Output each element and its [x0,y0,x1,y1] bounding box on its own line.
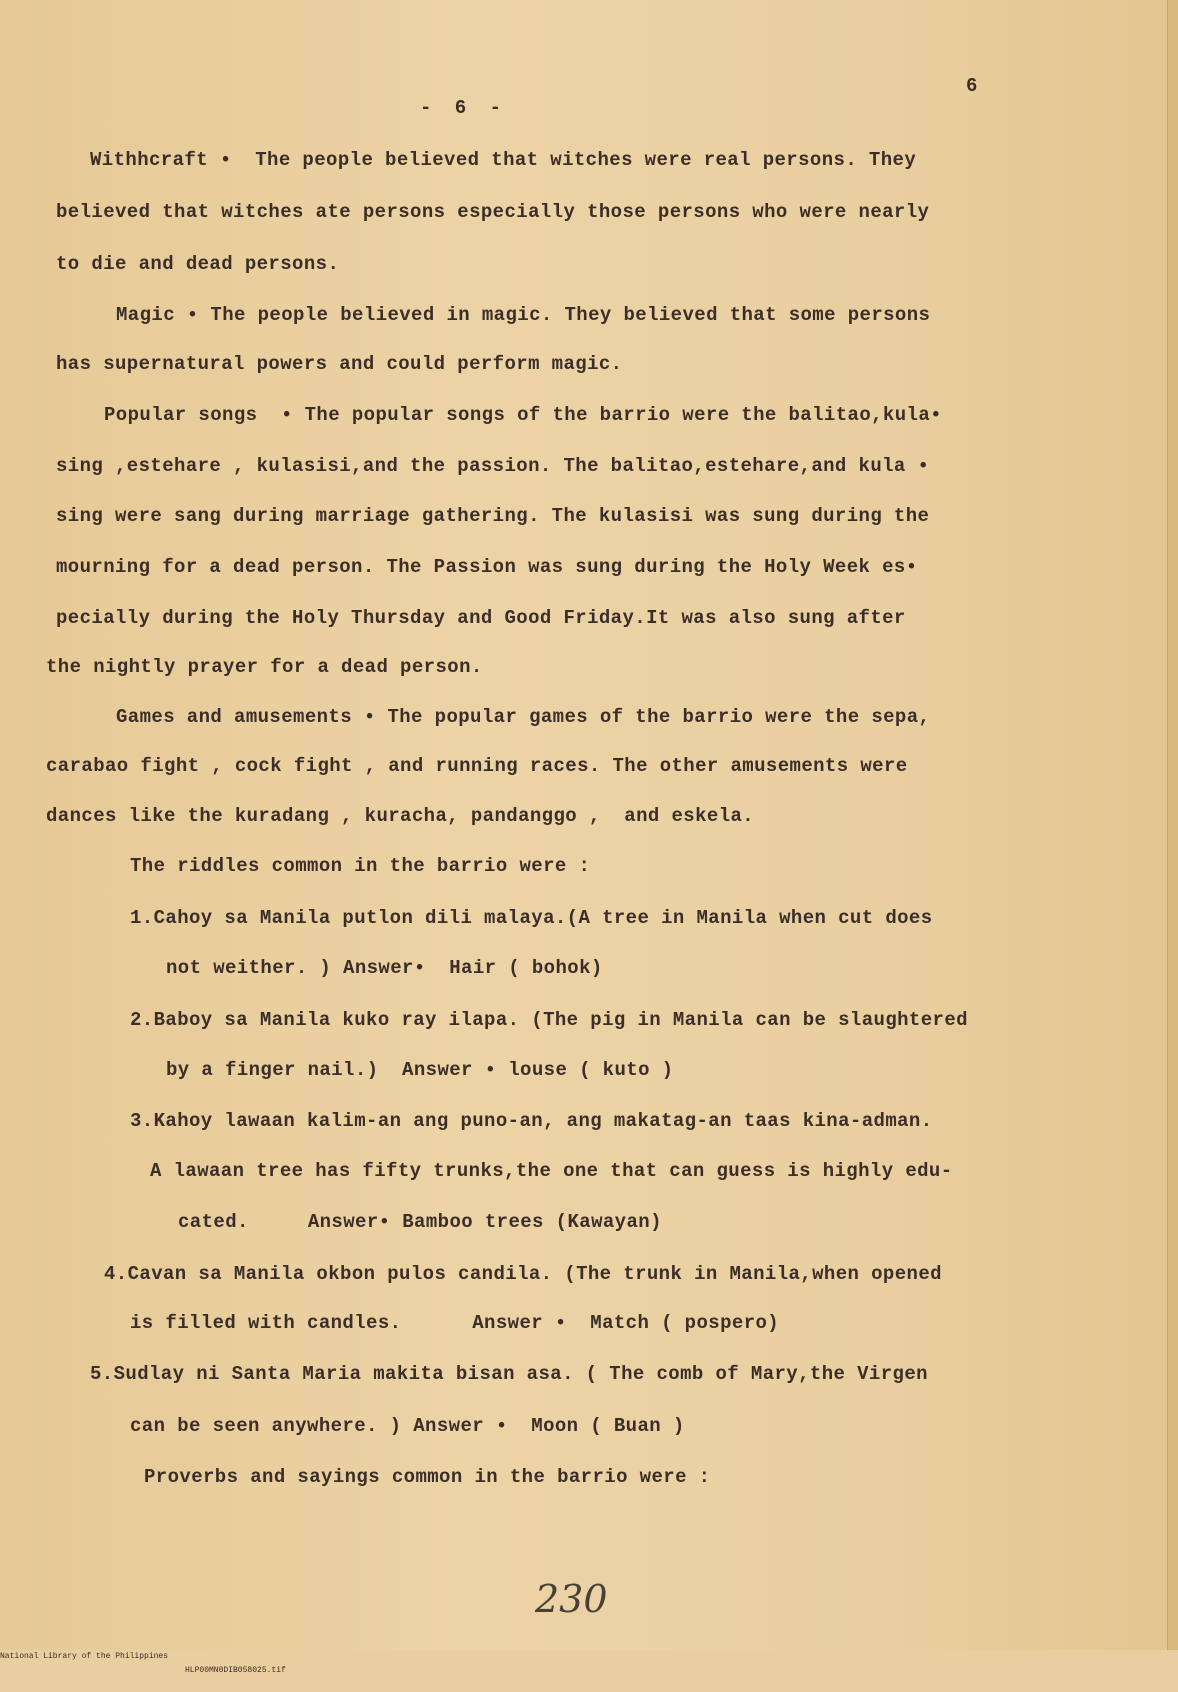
riddle-line: A lawaan tree has fifty trunks,the one that can guess is highly edu- [150,1160,953,1182]
text-line: The riddles common in the barrio were : [130,855,591,877]
riddle-line: is filled with candles. Answer • Match ( pospero) [130,1312,780,1334]
text-line: Withhcraft • The people believed that witches were real persons. They [90,149,917,171]
handwritten-page-number: 230 [535,1577,608,1621]
text-line: carabao fight , cock fight , and running races. The other amusements were [46,755,908,777]
text-line: Proverbs and sayings common in the barrio were : [144,1466,711,1488]
riddle-line: 5.Sudlay ni Santa Maria makita bisan asa. ( The comb of Mary,the Virgen [90,1363,928,1385]
text-line: pecially during the Holy Thursday and Good Friday.It was also sung after [56,607,906,629]
text-line: the nightly prayer for a dead person. [46,656,483,678]
text-line: dances like the kuradang , kuracha, pandanggo , and eskela. [46,805,755,827]
riddle-line: 2.Baboy sa Manila kuko ray ilapa. (The pig in Manila can be slaughtered [130,1009,968,1031]
riddle-line: not weither. ) Answer• Hair ( bohok) [166,957,603,979]
page-number-top: 6 [966,75,978,97]
footer-library-name: National Library of the Philippines [0,1652,169,1661]
riddle-line: 3.Kahoy lawaan kalim-an ang puno-an, ang makatag-an taas kina-adman. [130,1110,933,1132]
footer-file-name: HLP00MN0DIB058025.tif [185,1666,286,1675]
text-line: sing were sang during marriage gathering. The kulasisi was sung during the [56,505,930,527]
page-edge [1167,0,1178,1650]
text-line: mourning for a dead person. The Passion was sung during the Holy Week es• [56,556,918,578]
riddle-line: 4.Cavan sa Manila okbon pulos candila. (The trunk in Manila,when opened [104,1263,942,1285]
text-line: to die and dead persons. [56,253,340,275]
riddle-line: by a finger nail.) Answer • louse ( kuto ) [166,1059,674,1081]
riddle-line: can be seen anywhere. ) Answer • Moon ( Buan ) [130,1415,685,1437]
text-line: Magic • The people believed in magic. They believed that some persons [116,304,931,326]
text-line: Games and amusements • The popular games of the barrio were the sepa, [116,706,931,728]
text-line: sing ,estehare , kulasisi,and the passion. The balitao,estehare,and kula • [56,455,930,477]
page-number-center: - 6 - [420,97,508,119]
riddle-line: 1.Cahoy sa Manila putlon dili malaya.(A tree in Manila when cut does [130,907,933,929]
text-line: has supernatural powers and could perform magic. [56,353,623,375]
scan-footer [0,1636,1178,1675]
riddle-line: cated. Answer• Bamboo trees (Kawayan) [178,1211,662,1233]
text-line: Popular songs • The popular songs of the barrio were the balitao,kula• [104,404,942,426]
text-line: believed that witches ate persons especially those persons who were nearly [56,201,930,223]
